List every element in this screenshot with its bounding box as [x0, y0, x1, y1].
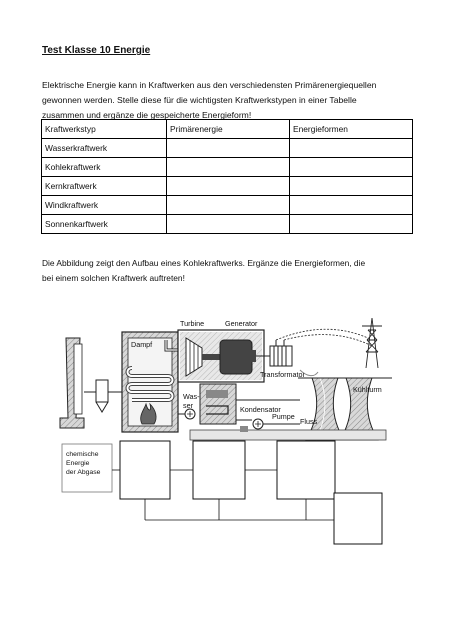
table-cell: Sonnenkarftwerk — [42, 215, 167, 234]
header-primaerenergie: Primärenergie — [167, 120, 290, 139]
cooling-tower — [298, 370, 392, 440]
label-pumpe: Pumpe — [272, 412, 295, 421]
flow-box-label: Energie — [66, 460, 90, 467]
label-wasser-2: ser — [183, 401, 193, 410]
flow-box-label: der Abgase — [66, 469, 101, 476]
table-cell: Windkraftwerk — [42, 196, 167, 215]
intro-line: Elektrische Energie kann in Kraftwerken aus den verschiedensten Primärenergiequellen — [42, 80, 377, 90]
table-cell: Wasserkraftwerk — [42, 139, 167, 158]
label-dampf: Dampf — [131, 340, 153, 349]
label-turbine: Turbine — [180, 319, 205, 328]
energy-flow-diagram — [62, 441, 382, 544]
turbine-generator — [178, 319, 264, 382]
intro-line: zusammen und ergänze die gespeicherte Energieform! — [42, 110, 252, 120]
header-kraftwerkstyp: Kraftwerkstyp — [42, 120, 167, 139]
worksheet-title: Test Klasse 10 Energie — [42, 45, 151, 56]
flow-box-blank[interactable] — [277, 441, 335, 499]
flow-box-blank[interactable] — [120, 441, 170, 499]
label-transformator: Transformator — [260, 370, 305, 379]
task-line: bei einem solchen Kraftwerk auftreten! — [42, 273, 185, 283]
label-wasser-1: Was- — [183, 392, 200, 401]
filter-unit — [84, 380, 122, 412]
label-kuehlturm: Kühlturm — [353, 385, 382, 394]
label-kondensator: Kondensator — [240, 405, 281, 414]
intro-line: gewonnen werden. Stelle diese für die wichtigsten Kraftwerkstypen in einer Tabelle — [42, 95, 357, 105]
chimney — [60, 338, 84, 428]
table-cell: Kernkraftwerk — [42, 177, 167, 196]
table-cell: Kohlekraftwerk — [42, 158, 167, 177]
flow-box-blank[interactable] — [193, 441, 245, 499]
label-fluss: Fluss — [300, 417, 318, 426]
label-generator: Generator — [225, 319, 258, 328]
header-energieformen: Energieformen — [290, 120, 413, 139]
boiler — [122, 332, 178, 432]
flow-box-label: chemische — [66, 451, 99, 458]
pump — [253, 412, 300, 429]
flow-box-blank[interactable] — [334, 493, 382, 544]
task-line: Die Abbildung zeigt den Aufbau eines Kohlekraftwerks. Ergänze die Energieformen, die — [42, 258, 366, 268]
